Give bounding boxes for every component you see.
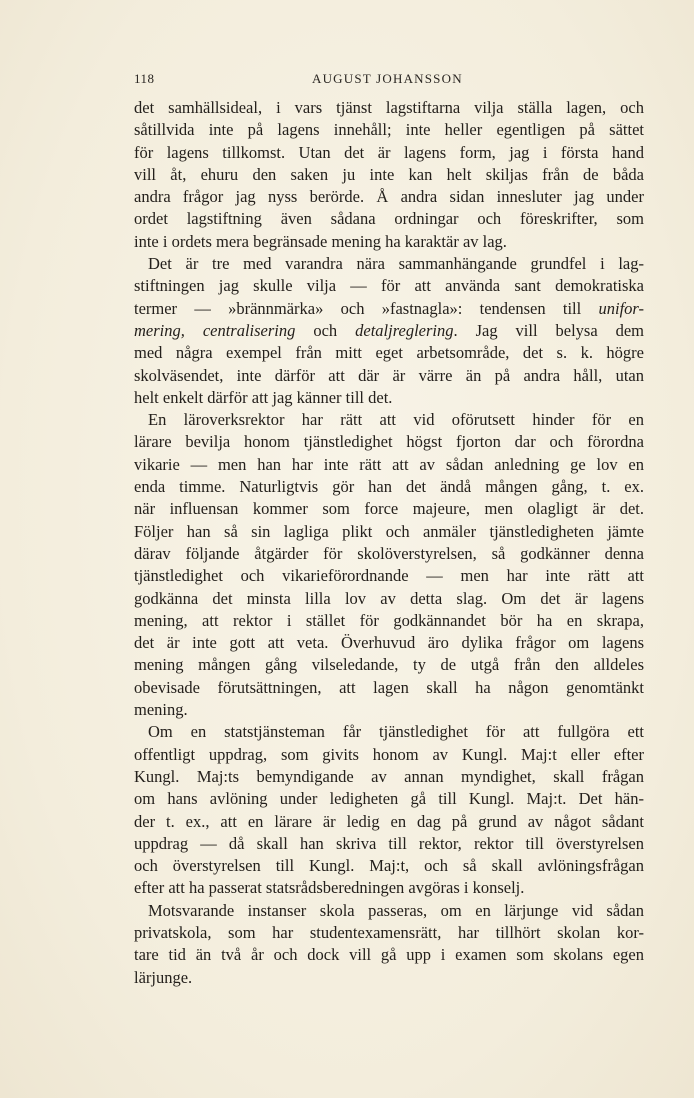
text-line: enda timme. Naturligtvis gör han det ändå mången gång, t. ex. [134, 477, 644, 497]
text-line: tare tid än två år och dock vill gå upp i examen som skolans egen [134, 945, 644, 965]
page-header [134, 71, 644, 89]
running-head: AUGUST JOHANSSON [312, 71, 463, 86]
text-line: vill åt, ehuru den saken ju inte kan helt skiljas från de båda [134, 164, 644, 184]
paragraph-start-line: En läroverksrektor har rätt att vid oförutsett hinder för en [148, 410, 644, 430]
text-line: helt enkelt därför att jag känner till det. [134, 387, 393, 407]
paragraph-start-line: Om en statstjänsteman får tjänstledighet för att fullgöra ett [148, 722, 644, 742]
text-line: skolväsendet, inte därför att där är värre än på andra håll, utan [134, 365, 644, 385]
text-line: stiftningen jag skulle vilja — för att använda sant demokratiska [134, 276, 644, 296]
text-line: obevisade förutsättningen, att lagen skall ha någon genomtänkt [134, 677, 644, 697]
text-line: andra frågor jag nyss berörde. Å andra sidan innesluter jag under [134, 187, 644, 207]
text-line: lärjunge. [134, 967, 193, 987]
text-line: och överstyrelsen till Kungl. Maj:t, och så skall avlöningsfrågan [134, 856, 644, 876]
text-line: mering, centralisering och detaljreglering. Jag vill belysa dem [134, 320, 645, 340]
text-line: der t. ex., att en lärare är ledig en dag på grund av något sådant [134, 811, 644, 831]
text-line: det är inte gott att veta. Överhuvud äro dylika frågor om lagens [134, 633, 644, 653]
text-line: när influensan kommer som force majeure, men olagligt är det. [134, 499, 644, 519]
text-line: mening, att rektor i stället för godkännandet bör ha en skrapa, [134, 610, 644, 630]
text-line: godkänna det minsta lilla lov av detta slag. Om det är lagens [134, 588, 644, 608]
text-line: därav följande åtgärder för skolöverstyrelsen, så godkänner denna [134, 543, 644, 563]
text-line: termer — »brännmärka» och »fastnagla»: tendensen till unifor- [134, 298, 644, 318]
text-line: Följer han så sin lagliga plikt och anmäler tjänstledigheten jämte [134, 521, 644, 541]
paragraph-start-line: Motsvarande instanser skola passeras, om en lärjunge vid sådan [148, 900, 644, 920]
text-line: med några exempel från mitt eget arbetsområde, det s. k. högre [134, 343, 644, 363]
body-text [134, 97, 644, 989]
text-line: mening mången gång vilseledande, ty de utgå från den alldeles [134, 655, 644, 675]
text-line: offentligt uppdrag, som givits honom av Kungl. Maj:t eller efter [134, 744, 644, 764]
text-line: för lagens tillkomst. Utan det är lagens form, jag i första hand [134, 142, 644, 162]
text-line: ordet lagstiftning även sådana ordningar och föreskrifter, som [134, 209, 644, 229]
text-line: efter att ha passerat statsrådsberedningen avgöras i konselj. [134, 878, 525, 898]
text-line: uppdrag — då skall han skriva till rektor, rektor till överstyrelsen [134, 833, 644, 853]
text-line: inte i ordets mera begränsade mening ha karaktär av lag. [134, 231, 507, 251]
page-number: 118 [134, 71, 155, 86]
text-line: Kungl. Maj:ts bemyndigande av annan myndighet, skall frågan [134, 766, 644, 786]
text-line: privatskola, som har studentexamensrätt, har tillhört skolan kor- [134, 922, 644, 942]
text-line: om hans avlöning under ledigheten gå till Kungl. Maj:t. Det hän- [134, 789, 644, 809]
paragraph-start-line: Det är tre med varandra nära sammanhängande grundfel i lag- [148, 254, 644, 274]
text-line: det samhällsideal, i vars tjänst lagstiftarna vilja ställa lagen, och [134, 98, 644, 117]
text-line: lärare bevilja honom tjänstledighet högst fjorton dar och förordna [134, 432, 644, 452]
text-line: vikarie — men han har inte rätt att av sådan anledning ge lov en [134, 454, 644, 474]
text-line: såtillvida inte på lagens innehåll; inte heller egentligen på sättet [134, 120, 644, 140]
text-line: tjänstledighet och vikarieförordnande — men har inte rätt att [134, 566, 644, 586]
text-line: mening. [134, 700, 188, 720]
